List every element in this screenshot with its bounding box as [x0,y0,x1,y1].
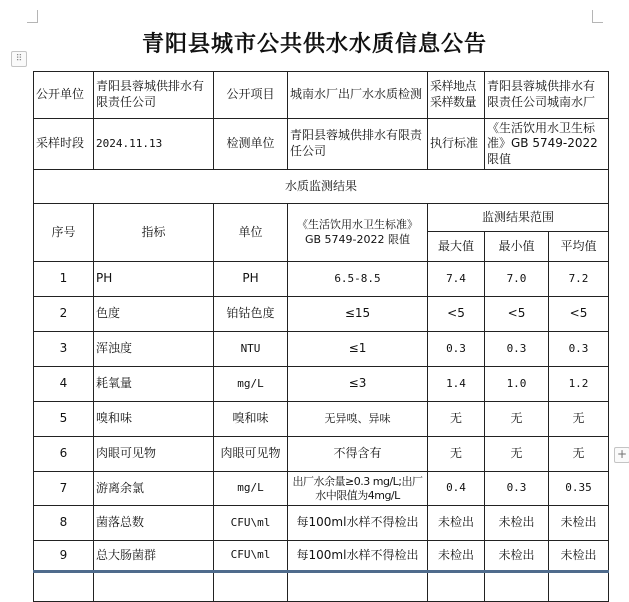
empty-row [34,572,609,602]
row-max: 无 [428,437,485,472]
row-limit: 出厂水余量≥0.3 mg/L;出厂水中限值为4mg/L [288,472,428,506]
row-seq: 5 [34,402,94,437]
standard-label: 执行标准 [428,119,485,170]
sample-time-label: 采样时段 [34,119,94,170]
empty-cell [214,572,288,602]
row-seq: 6 [34,437,94,472]
publisher-label: 公开单位 [34,72,94,119]
row-unit: 肉眼可见物 [214,437,288,472]
row-indicator: 耗氧量 [94,367,214,402]
header-min: 最小值 [485,232,549,262]
row-min: 0.3 [485,332,549,367]
row-avg: 无 [549,402,609,437]
row-seq: 3 [34,332,94,367]
table-row [34,541,609,572]
row-limit: ≤15 [288,297,428,332]
row-seq: 1 [34,262,94,297]
results-title-row [34,170,609,204]
header-indicator: 指标 [94,204,214,262]
publisher-value: 青阳县蓉城供排水有限责任公司 [94,72,214,119]
crop-mark-top-right [592,10,603,23]
row-avg: 0.3 [549,332,609,367]
results-title: 水质监测结果 [34,170,609,204]
row-indicator: 菌落总数 [94,506,214,541]
row-seq: 4 [34,367,94,402]
row-min: <5 [485,297,549,332]
row-indicator: 游离余氯 [94,472,214,506]
row-indicator: 浑浊度 [94,332,214,367]
table-row [34,297,609,332]
row-seq: 8 [34,506,94,541]
table-move-handle-icon[interactable]: ⠿ [11,51,27,67]
row-avg: 7.2 [549,262,609,297]
empty-cell [549,572,609,602]
standard-value: 《生活饮用水卫生标准》GB 5749-2022限值 [485,119,609,170]
row-unit: mg/L [214,472,288,506]
row-limit: ≤3 [288,367,428,402]
row-limit: 无异嗅、异味 [288,402,428,437]
row-max: 0.3 [428,332,485,367]
row-avg: 未检出 [549,541,609,572]
empty-cell [94,572,214,602]
row-max: 1.4 [428,367,485,402]
project-value: 城南水厂出厂水水质检测 [288,72,428,119]
row-min: 无 [485,402,549,437]
add-row-plus-icon[interactable]: + [614,447,629,463]
row-avg: <5 [549,297,609,332]
row-limit: 每100ml水样不得检出 [288,506,428,541]
header-row-1 [34,204,609,232]
row-avg: 未检出 [549,506,609,541]
table-row [34,332,609,367]
row-max: 0.4 [428,472,485,506]
crop-mark-top-left [27,10,38,23]
row-indicator: 色度 [94,297,214,332]
row-limit: 每100ml水样不得检出 [288,541,428,572]
empty-cell [485,572,549,602]
row-limit: ≤1 [288,332,428,367]
row-seq: 2 [34,297,94,332]
table-row [34,472,609,506]
row-unit: mg/L [214,367,288,402]
header-seq: 序号 [34,204,94,262]
document-title: 青阳县城市公共供水水质信息公告 [141,32,487,57]
row-max: 7.4 [428,262,485,297]
header-range: 监测结果范围 [428,204,609,232]
row-seq: 7 [34,472,94,506]
row-min: 1.0 [485,367,549,402]
test-unit-label: 检测单位 [214,119,288,170]
test-unit-value: 青阳县蓉城供排水有限责任公司 [288,119,428,170]
sample-time-value: 2024.11.13 [94,119,214,170]
table-row [34,506,609,541]
empty-cell [428,572,485,602]
header-limit: 《生活饮用水卫生标准》GB 5749-2022 限值 [288,204,428,262]
table-row [34,367,609,402]
row-max: 无 [428,402,485,437]
row-max: 未检出 [428,541,485,572]
header-avg: 平均值 [549,232,609,262]
empty-cell [34,572,94,602]
table-row [34,437,609,472]
project-label: 公开项目 [214,72,288,119]
row-avg: 无 [549,437,609,472]
row-unit: CFU\ml [214,506,288,541]
row-indicator: 嗅和味 [94,402,214,437]
header-max: 最大值 [428,232,485,262]
water-quality-table [33,71,609,602]
info-row-1 [34,72,609,119]
row-unit: PH [214,262,288,297]
row-min: 7.0 [485,262,549,297]
row-unit: CFU\ml [214,541,288,572]
info-row-2 [34,119,609,170]
row-min: 未检出 [485,541,549,572]
row-unit: NTU [214,332,288,367]
row-max: 未检出 [428,506,485,541]
row-indicator: 总大肠菌群 [94,541,214,572]
row-seq: 9 [34,541,94,572]
row-indicator: 肉眼可见物 [94,437,214,472]
row-limit: 不得含有 [288,437,428,472]
row-unit: 铂钴色度 [214,297,288,332]
empty-cell [288,572,428,602]
row-indicator: PH [94,262,214,297]
row-limit: 6.5-8.5 [288,262,428,297]
row-min: 0.3 [485,472,549,506]
row-unit: 嗅和味 [214,402,288,437]
location-value: 青阳县蓉城供排水有限责任公司城南水厂 [485,72,609,119]
row-min: 无 [485,437,549,472]
row-min: 未检出 [485,506,549,541]
row-avg: 1.2 [549,367,609,402]
row-avg: 0.35 [549,472,609,506]
table-row [34,402,609,437]
row-max: <5 [428,297,485,332]
header-unit: 单位 [214,204,288,262]
table-row [34,262,609,297]
location-label: 采样地点采样数量 [428,72,485,119]
